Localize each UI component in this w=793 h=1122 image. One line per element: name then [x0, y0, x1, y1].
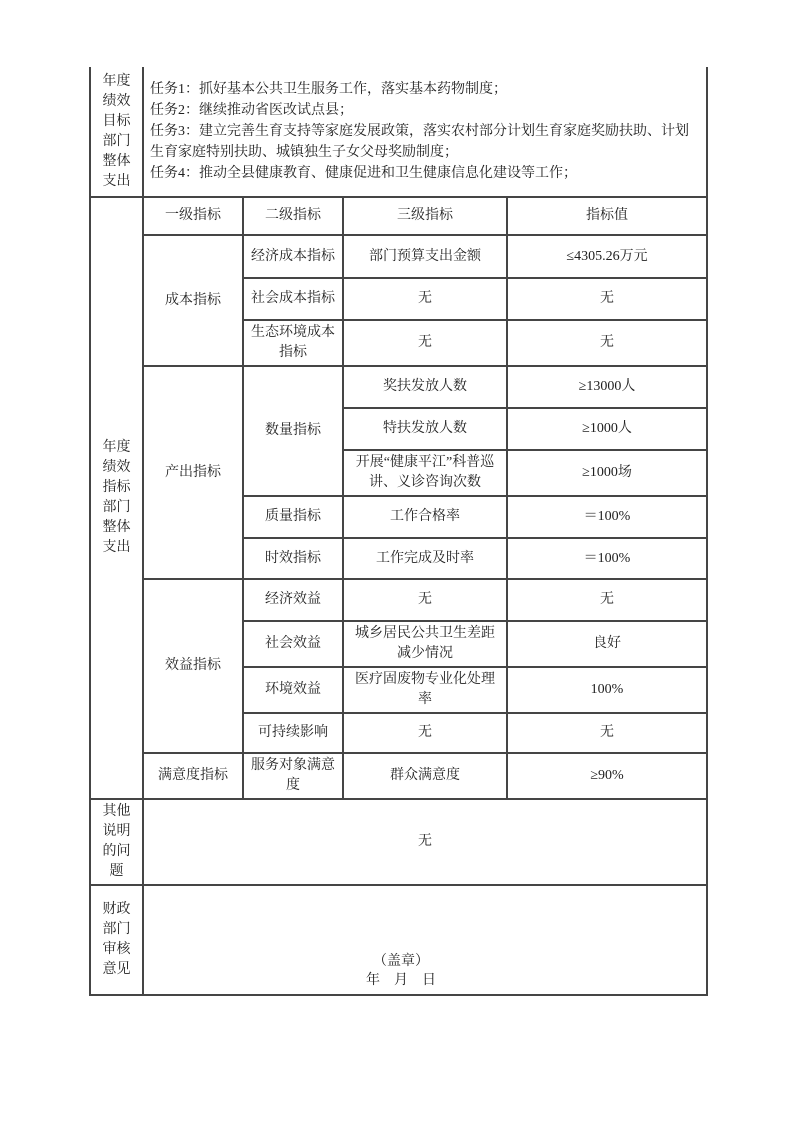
task-line-3: 任务3：建立完善生育支持等家庭发展政策，落实农村部分计划生育家庭奖励扶助、计划生育家庭特别扶助、城镇独生子女父母奖励制度； [150, 124, 689, 160]
date-line: 年 月 日 [366, 973, 436, 988]
sustainability-label: 可持续影响 [243, 713, 343, 753]
sustainability-metric: 无 [343, 713, 507, 753]
timeliness-label: 时效指标 [243, 538, 343, 579]
economic-cost-value: ≤4305.26万元 [507, 235, 707, 278]
other-notes-value: 无 [143, 799, 707, 885]
satisfaction-group-label: 满意度指标 [143, 753, 243, 799]
service-satisfaction-label: 服务对象满意度 [243, 753, 343, 799]
eco-env-cost-value: 无 [507, 320, 707, 366]
quantity-label: 数量指标 [243, 366, 343, 496]
performance-table [89, 67, 708, 996]
finance-review-label-line1: 财政部门 [102, 902, 131, 937]
timeliness-metric: 工作完成及时率 [343, 538, 507, 579]
header-value: 指标值 [507, 197, 707, 235]
social-cost-value: 无 [507, 278, 707, 320]
economic-cost-metric: 部门预算支出金额 [343, 235, 507, 278]
social-benefit-value: 良好 [507, 621, 707, 667]
other-notes-label: 其他说明的问题 [90, 799, 143, 885]
quality-label: 质量指标 [243, 496, 343, 538]
env-benefit-metric: 医疗固废物专业化处理率 [343, 667, 507, 713]
health-lecture-value: ≥1000场 [507, 450, 707, 496]
finance-review-label-line2: 审核意见 [102, 942, 131, 977]
timeliness-value: ＝100% [507, 538, 707, 579]
economic-benefit-value: 无 [507, 579, 707, 621]
env-benefit-label: 环境效益 [243, 667, 343, 713]
public-satisfaction-metric: 群众满意度 [343, 753, 507, 799]
special-support-metric: 特扶发放人数 [343, 408, 507, 450]
economic-benefit-label: 经济效益 [243, 579, 343, 621]
cost-group-label: 成本指标 [143, 235, 243, 366]
eco-env-cost-metric: 无 [343, 320, 507, 366]
social-cost-metric: 无 [343, 278, 507, 320]
economic-benefit-metric: 无 [343, 579, 507, 621]
social-benefit-metric: 城乡居民公共卫生差距减少情况 [343, 621, 507, 667]
goal-tasks-cell [143, 67, 707, 197]
goal-row-label: 年度绩效目标部门整体支出 [90, 67, 143, 197]
sustainability-value: 无 [507, 713, 707, 753]
quality-value: ＝100% [507, 496, 707, 538]
eco-env-cost-label: 生态环境成本指标 [243, 320, 343, 366]
task-line-4: 任务4：推动全县健康教育、健康促进和卫生健康信息化建设等工作； [150, 166, 577, 181]
health-lecture-metric: 开展“健康平江”科普巡讲、义诊咨询次数 [343, 450, 507, 496]
task-line-1: 任务1：抓好基本公共卫生服务工作，落实基本药物制度； [150, 82, 507, 97]
special-support-value: ≥1000人 [507, 408, 707, 450]
social-benefit-label: 社会效益 [243, 621, 343, 667]
quality-metric: 工作合格率 [343, 496, 507, 538]
seal-line: （盖章） [373, 954, 429, 969]
task-line-2: 任务2：继续推动省医改试点县； [150, 103, 353, 118]
reward-support-metric: 奖扶发放人数 [343, 366, 507, 408]
header-level1: 一级指标 [143, 197, 243, 235]
env-benefit-value: 100% [507, 667, 707, 713]
finance-review-label [90, 885, 143, 995]
economic-cost-label: 经济成本指标 [243, 235, 343, 278]
social-cost-label: 社会成本指标 [243, 278, 343, 320]
benefit-group-label: 效益指标 [143, 579, 243, 753]
output-group-label: 产出指标 [143, 366, 243, 579]
public-satisfaction-value: ≥90% [507, 753, 707, 799]
indicator-row-label: 年度绩效指标部门整体支出 [90, 197, 143, 799]
reward-support-value: ≥13000人 [507, 366, 707, 408]
header-level2: 二级指标 [243, 197, 343, 235]
finance-sign-block [144, 952, 658, 990]
finance-review-cell [143, 885, 707, 995]
header-level3: 三级指标 [343, 197, 507, 235]
